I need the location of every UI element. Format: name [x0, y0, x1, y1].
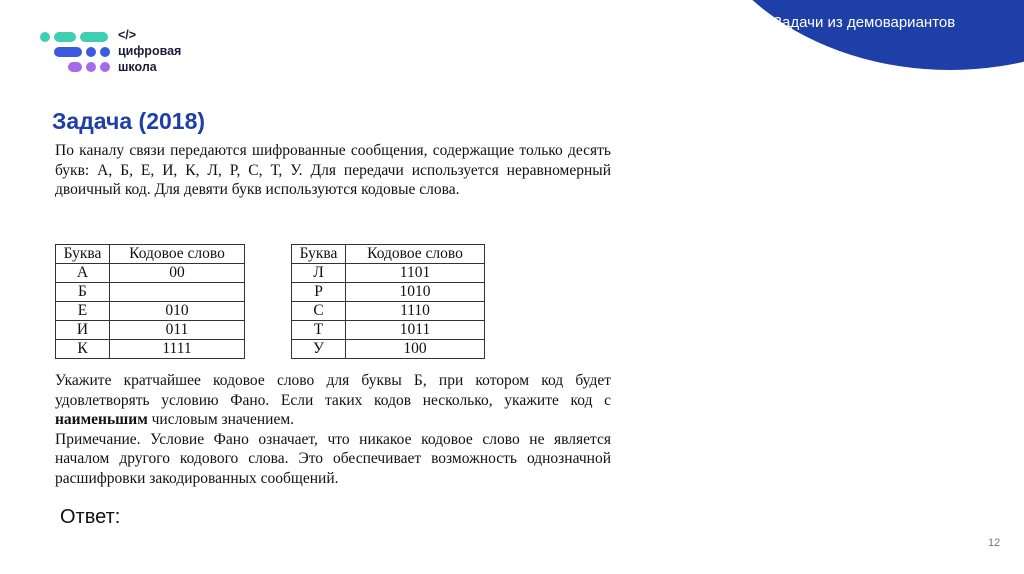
table-header-row: [56, 245, 245, 264]
table-row: [292, 283, 485, 302]
logo-line1: цифровая: [118, 44, 182, 58]
logo-dot: [100, 47, 110, 57]
question-text-end: числовым значением.: [147, 411, 295, 428]
table-cell: [110, 283, 245, 302]
table-header-row: [292, 245, 485, 264]
column-header: Кодовое слово: [110, 245, 245, 264]
question-emphasis: наименьшим: [55, 411, 148, 428]
table-cell: А: [56, 264, 110, 283]
table-row: [292, 302, 485, 321]
table-cell: Е: [56, 302, 110, 321]
table-cell: 010: [110, 302, 245, 321]
column-header: Буква: [56, 245, 110, 264]
logo: [38, 27, 198, 77]
question-paragraph: [55, 371, 611, 430]
page-number: 12: [988, 537, 1001, 549]
table-row: [56, 340, 245, 359]
logo-line2: школа: [118, 60, 157, 74]
column-header: Буква: [292, 245, 346, 264]
header-banner: [690, 0, 1024, 70]
logo-pill: [54, 32, 76, 42]
code-tables: [55, 244, 615, 364]
question-text: Укажите кратчайшее кодовое слово для буквы Б, при котором код будет удовлетворять условию Фано. Если таких кодов несколько, укажите код с: [55, 372, 611, 409]
code-table-left: [55, 244, 245, 359]
table-cell: 1111: [110, 340, 245, 359]
table-cell: И: [56, 321, 110, 340]
logo-code-glyph: </>: [118, 28, 137, 42]
column-header: Кодовое слово: [346, 245, 485, 264]
logo-pill: [80, 32, 108, 42]
task-question: [55, 371, 611, 488]
logo-dot: [86, 62, 96, 72]
table-row: [292, 321, 485, 340]
logo-dot: [40, 32, 50, 42]
table-cell: 100: [346, 340, 485, 359]
table-row: [292, 264, 485, 283]
table-row: [56, 321, 245, 340]
task-intro: [55, 141, 611, 200]
table-cell: Т: [292, 321, 346, 340]
table-cell: У: [292, 340, 346, 359]
table-row: [56, 264, 245, 283]
logo-pill: [68, 62, 82, 72]
header-title: Задачи из демовариантов: [773, 14, 956, 31]
code-table-right: [291, 244, 485, 359]
table-cell: Р: [292, 283, 346, 302]
table-row: [292, 340, 485, 359]
table-cell: 1011: [346, 321, 485, 340]
intro-paragraph: По каналу связи передаются шифрованные сообщения, содержащие только десять букв: А, Б, Е, И, К, Л, Р, С, Т, У. Для передачи используется неравномерный двоичный код. Для девяти букв используются кодовые слова.: [55, 142, 611, 198]
table-cell: 1101: [346, 264, 485, 283]
table-cell: 011: [110, 321, 245, 340]
table-cell: Б: [56, 283, 110, 302]
table-row: [56, 302, 245, 321]
table-cell: С: [292, 302, 346, 321]
table-cell: 1010: [346, 283, 485, 302]
logo-dot: [86, 47, 96, 57]
table-cell: Л: [292, 264, 346, 283]
logo-pill: [54, 47, 82, 57]
table-cell: 1110: [346, 302, 485, 321]
logo-dot: [100, 62, 110, 72]
table-row: [56, 283, 245, 302]
fano-note: Примечание. Условие Фано означает, что никакое кодовое слово не является началом другого кодового слова. Это обеспечивает возможность однозначной расшифровки закодированных сообщений.: [55, 430, 611, 487]
table-cell: 00: [110, 264, 245, 283]
table-cell: К: [56, 340, 110, 359]
answer-label: Ответ:: [60, 506, 121, 528]
task-title: Задача (2018): [52, 108, 206, 134]
